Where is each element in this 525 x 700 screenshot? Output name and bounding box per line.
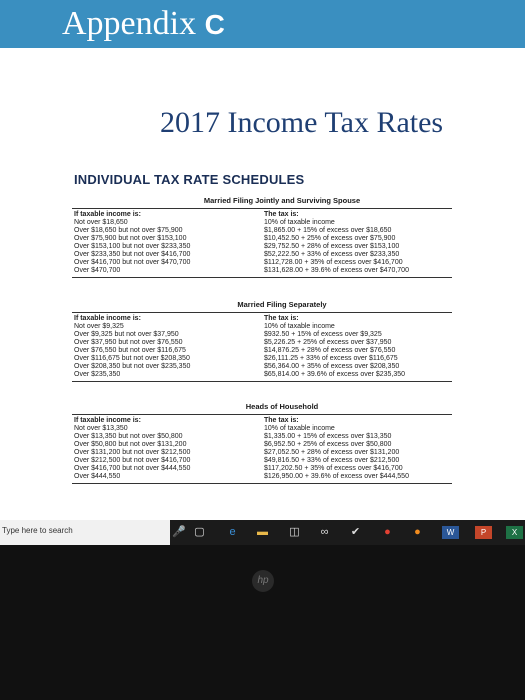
income-bracket-cell: Over $13,350 but not over $50,800 — [74, 433, 183, 440]
tax-formula-cell: $56,364.00 + 35% of excess over $208,350 — [264, 363, 400, 370]
schedule-heading: Married Filing Jointly and Surviving Spouse — [203, 196, 361, 205]
appendix-title: Appendix C — [62, 5, 225, 42]
income-bracket-cell: Not over $18,650 — [74, 219, 128, 226]
tax-formula-cell: $5,226.25 + 25% of excess over $37,950 — [264, 339, 392, 346]
table-row — [72, 441, 452, 449]
tax-formula-cell: $14,876.25 + 28% of excess over $76,550 — [264, 347, 396, 354]
table-row — [72, 457, 452, 465]
tax-formula-cell: 10% of taxable income — [264, 323, 335, 330]
tax-formula-cell: $29,752.50 + 28% of excess over $153,100 — [264, 243, 400, 250]
infinity-icon[interactable]: ∞ — [320, 526, 329, 538]
rate-table — [72, 208, 452, 278]
tax-formula-cell: $52,222.50 + 33% of excess over $233,350 — [264, 251, 400, 258]
income-bracket-cell: Over $18,650 but not over $75,900 — [74, 227, 183, 234]
table-row — [72, 251, 452, 259]
table-row — [72, 363, 452, 371]
income-bracket-cell: Over $208,350 but not over $235,350 — [74, 363, 191, 370]
income-column-header: If taxable income is: — [72, 209, 262, 220]
table-row — [72, 425, 452, 433]
tax-column-header: The tax is: — [262, 415, 452, 426]
income-bracket-cell: Not over $9,325 — [74, 323, 124, 330]
tax-formula-cell: $131,628.00 + 39.6% of excess over $470,700 — [262, 267, 452, 278]
table-row — [72, 347, 452, 355]
tax-formula-cell: $10,452.50 + 25% of excess over $75,900 — [264, 235, 396, 242]
income-bracket-cell: Over $131,200 but not over $212,500 — [74, 449, 191, 456]
schedule-heading: Heads of Household — [245, 402, 319, 411]
tax-formula-cell: 10% of taxable income — [264, 425, 335, 432]
microphone-icon[interactable]: 🎤 — [172, 526, 186, 538]
chrome-icon[interactable]: ● — [384, 526, 391, 538]
task-view-icon[interactable]: ▢ — [194, 526, 205, 538]
income-bracket-cell: Over $50,800 but not over $131,200 — [74, 441, 187, 448]
table-header-row — [72, 209, 452, 220]
rate-table — [72, 312, 452, 382]
check-icon[interactable]: ✔ — [350, 526, 361, 538]
edge-icon[interactable]: e — [229, 526, 236, 538]
windows-taskbar — [0, 520, 525, 545]
income-bracket-cell: Over $235,350 — [72, 371, 262, 382]
tax-formula-cell: $49,816.50 + 33% of excess over $212,500 — [264, 457, 400, 464]
table-row — [72, 433, 452, 441]
table-row — [72, 449, 452, 457]
tax-formula-cell: $1,335.00 + 15% of excess over $13,350 — [264, 433, 392, 440]
income-column-header: If taxable income is: — [72, 415, 262, 426]
schedule-married-separately — [72, 300, 452, 382]
table-row — [72, 227, 452, 235]
tax-formula-cell: $65,814.00 + 39.6% of excess over $235,350 — [262, 371, 452, 382]
income-bracket-cell: Over $470,700 — [72, 267, 262, 278]
table-row — [72, 339, 452, 347]
file-explorer-icon[interactable]: ▬ — [257, 526, 268, 538]
table-header-row — [72, 415, 452, 426]
tax-formula-cell: $6,952.50 + 25% of excess over $50,800 — [264, 441, 392, 448]
tax-formula-cell: 10% of taxable income — [264, 219, 335, 226]
page-title: 2017 Income Tax Rates — [160, 106, 444, 139]
income-bracket-cell: Over $416,700 but not over $444,550 — [74, 465, 191, 472]
income-bracket-cell: Over $153,100 but not over $233,350 — [74, 243, 191, 250]
table-row — [72, 331, 452, 339]
table-row — [72, 465, 452, 473]
income-bracket-cell: Over $233,350 but not over $416,700 — [74, 251, 191, 258]
income-bracket-cell: Over $9,325 but not over $37,950 — [74, 331, 179, 338]
table-row — [72, 473, 452, 484]
income-bracket-cell: Over $75,900 but not over $153,100 — [74, 235, 187, 242]
table-row — [72, 235, 452, 243]
hp-logo-icon: hp — [252, 570, 274, 592]
table-header-row — [72, 313, 452, 324]
section-title: INDIVIDUAL TAX RATE SCHEDULES — [74, 172, 305, 187]
tax-formula-cell: $27,052.50 + 28% of excess over $131,200 — [264, 449, 400, 456]
taskbar-search-box[interactable]: Type here to search — [0, 520, 170, 545]
store-icon[interactable]: ◫ — [289, 526, 300, 538]
income-bracket-cell: Over $444,550 — [72, 473, 262, 484]
table-row — [72, 355, 452, 363]
table-row — [72, 219, 452, 227]
table-row — [72, 323, 452, 331]
schedule-head-of-household — [72, 402, 452, 484]
income-column-header: If taxable income is: — [72, 313, 262, 324]
income-bracket-cell: Over $212,500 but not over $416,700 — [74, 457, 191, 464]
tax-formula-cell: $112,728.00 + 35% of excess over $416,700 — [264, 259, 403, 266]
rate-table — [72, 414, 452, 484]
table-row — [72, 259, 452, 267]
table-row — [72, 371, 452, 382]
tax-formula-cell: $126,950.00 + 39.6% of excess over $444,550 — [262, 473, 452, 484]
income-bracket-cell: Over $416,700 but not over $470,700 — [74, 259, 191, 266]
schedule-heading: Married Filing Separately — [237, 300, 327, 309]
income-bracket-cell: Not over $13,350 — [74, 425, 128, 432]
tax-column-header: The tax is: — [262, 313, 452, 324]
appendix-banner — [0, 0, 525, 48]
tax-formula-cell: $1,865.00 + 15% of excess over $18,650 — [264, 227, 392, 234]
income-bracket-cell: Over $37,950 but not over $76,550 — [74, 339, 183, 346]
powerpoint-icon[interactable]: P — [475, 526, 492, 539]
tax-formula-cell: $117,202.50 + 35% of excess over $416,700 — [264, 465, 403, 472]
excel-icon[interactable]: X — [506, 526, 523, 539]
table-row — [72, 243, 452, 251]
income-bracket-cell: Over $76,550 but not over $116,675 — [74, 347, 186, 354]
word-icon[interactable]: W — [442, 526, 459, 539]
schedule-married-jointly — [72, 196, 452, 278]
firefox-icon[interactable]: ● — [414, 526, 421, 538]
table-row — [72, 267, 452, 278]
income-bracket-cell: Over $116,675 but not over $208,350 — [74, 355, 190, 362]
tax-column-header: The tax is: — [262, 209, 452, 220]
tax-formula-cell: $26,111.25 + 33% of excess over $116,675 — [264, 355, 398, 362]
tax-formula-cell: $932.50 + 15% of excess over $9,325 — [264, 331, 382, 338]
